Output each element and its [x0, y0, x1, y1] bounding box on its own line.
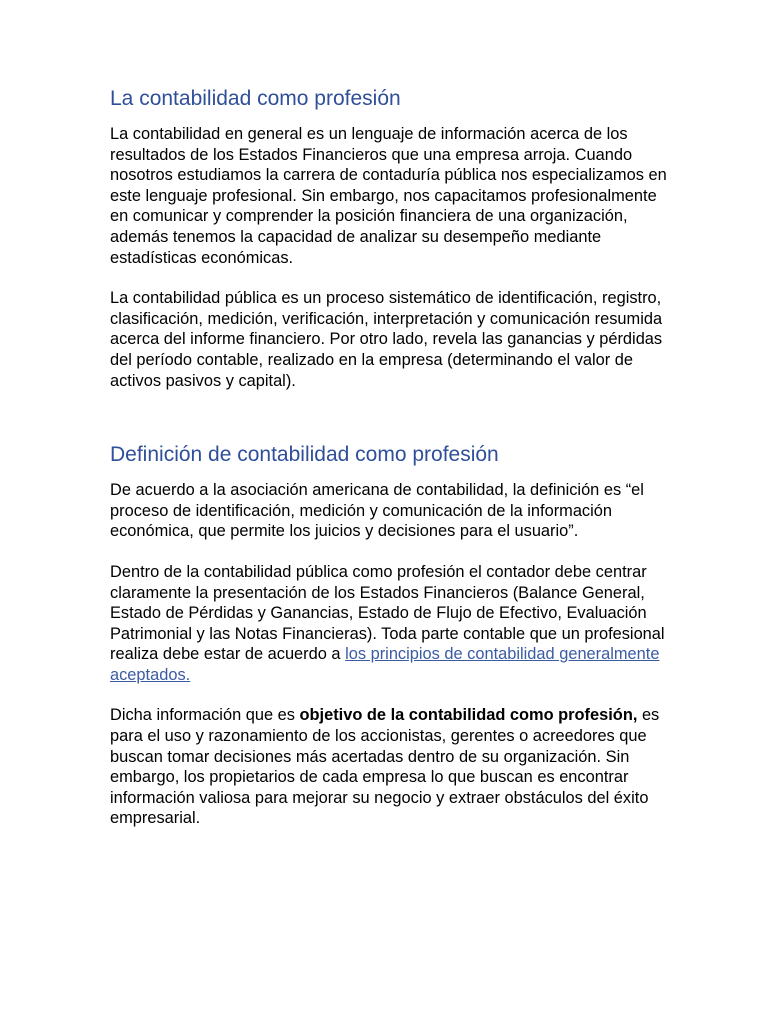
paragraph-objective — [110, 705, 670, 829]
paragraph-objective-bold: objetivo de la contabilidad como profesión, — [299, 706, 638, 725]
paragraph-definition: De acuerdo a la asociación americana de contabilidad, la definición es “el proceso de identificación, medición y comunicación de la información económica, que permite los juicios y decisiones para el usuario”. — [110, 481, 644, 541]
paragraph-intro: La contabilidad en general es un lenguaje de información acerca de los resultados de los Estados Financieros que una empresa arroja. Cuando nosotros estudiamos la carrera de contaduría pública nos especializamos en este lenguaje profesional. Sin embargo, nos capacitamos profesionalmente en comunicar y comprender la posición financiera de una organización, además tenemos la capacidad de analizar su desempeño mediante estadísticas económicas. — [110, 125, 667, 267]
paragraph-financial-statements — [110, 562, 670, 686]
paragraph-objective-rest: es para el uso y razonamiento de los accionistas, gerentes o acreedores que buscan tomar decisiones más acertadas dentro de su organización. Sin embargo, los propietarios de cada empresa lo que buscan es encontrar información valiosa para mejorar su negocio y extraer obstáculos del éxito empresarial. — [110, 706, 660, 828]
section-title-profession: La contabilidad como profesión — [110, 87, 401, 110]
paragraph-objective-lead: Dicha información que es — [110, 706, 300, 725]
document-page — [110, 86, 670, 829]
section-title-definition: Definición de contabilidad como profesión — [110, 443, 499, 467]
gaap-link[interactable]: los principios de contabilidad generalmente aceptados. — [110, 645, 660, 684]
paragraph-public-accounting: La contabilidad pública es un proceso sistemático de identificación, registro, clasificación, medición, verificación, interpretación y comunicación resumida acerca del informe financiero. Por otro lado, revela las ganancias y pérdidas del período contable, realizado en la empresa (determinando el valor de activos pasivos y capital). — [110, 289, 663, 390]
paragraph-financial-statements-text: Dentro de la contabilidad pública como profesión el contador debe centrar claramente la presentación de los Estados Financieros (Balance General, Estado de Pérdidas y Ganancias, Estado de Flujo de Efectivo, Evaluación Patrimonial y las Notas Financieras). Toda parte contable que un profesional realiza debe estar de acuerdo a — [110, 562, 665, 664]
